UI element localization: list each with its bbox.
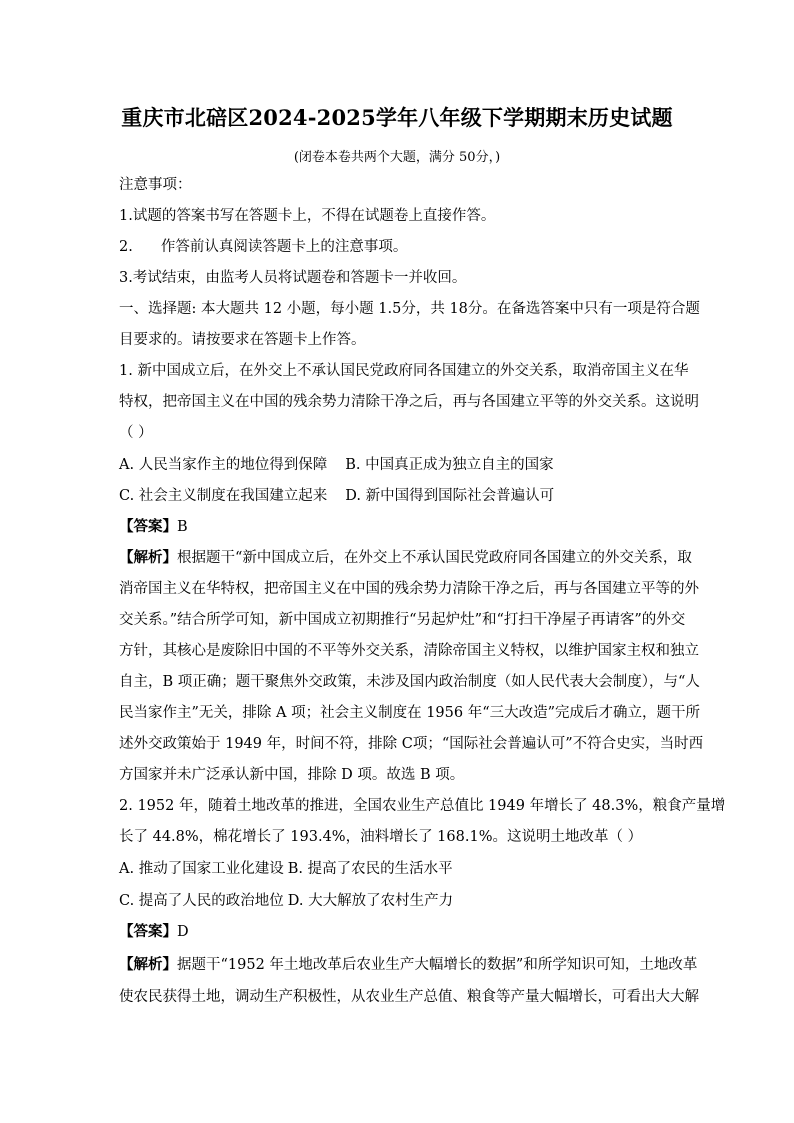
q2-option-a: A. 推动了国家工业化建设 — [119, 861, 284, 877]
q2-answer-label: 【答案】 — [119, 923, 177, 940]
q1-stem-line1: 1. 新中国成立后，在外交上不承认国民党政府同各国建立的外交关系，取消帝国主义在华 — [119, 363, 689, 379]
q2-analysis-line2: 使农民获得土地，调动生产积极性，从农业生产总值、粮食等产量大幅增长，可看出大大解 — [119, 989, 699, 1005]
q2-analysis-line1 — [119, 955, 697, 975]
q1-stem-line2: 特权，把帝国主义在中国的残余势力清除干净之后，再与各国建立平等的外交关系。这说明 — [119, 394, 699, 410]
document-subtitle: (闭卷本卷共两个大题，满分 50分，) — [293, 150, 501, 165]
q1-analysis-line5: 自主，B 项正确；题干聚焦外交政策，未涉及国内政治制度（如人民代表大会制度），与“人 — [119, 674, 700, 690]
q1-option-b: B. 中国真正成为独立自主的国家 — [345, 457, 554, 473]
q1-option-a: A. 人民当家作主的地位得到保障 — [119, 457, 328, 473]
q2-options-row2 — [119, 891, 453, 911]
q1-stem-line3: （ ） — [119, 425, 153, 441]
q1-answer — [119, 517, 188, 537]
q1-options-row1 — [119, 455, 554, 475]
q2-stem-line1: 2. 1952 年，随着土地改革的推进，全国农业生产总值比 1949 年增长了 48.3%，粮食产量增 — [119, 798, 726, 814]
q1-answer-label: 【答案】 — [119, 518, 177, 535]
section1-instruction-line2: 目要求的。请按要求在答题卡上作答。 — [119, 332, 366, 348]
q2-answer — [119, 922, 189, 942]
document-title: 重庆市北碚区2024-2025学年八年级下学期期末历史试题 — [121, 105, 673, 130]
q1-analysis-line4: 方针，其核心是废除旧中国的不平等外交关系，清除帝国主义特权，以维护国家主权和独立 — [119, 643, 699, 659]
q1-option-c: C. 社会主义制度在我国建立起来 — [119, 488, 328, 504]
q2-analysis-label: 【解析】 — [119, 956, 177, 973]
q1-analysis-line6: 民当家作主”无关，排除 A 项；社会主义制度在 1956 年“三大改造”完成后才确立，题干所 — [119, 705, 701, 721]
notice-item-2-text: 作答前认真阅读答题卡上的注意事项。 — [160, 239, 408, 255]
q2-analysis-text1: 据题干“1952 年土地改革后农业生产大幅增长的数据”和所学知识可知，土地改革 — [177, 957, 698, 973]
q2-option-c: C. 提高了人民的政治地位 — [119, 893, 284, 909]
q1-options-row2 — [119, 486, 554, 506]
notice-item-2 — [119, 237, 407, 257]
q1-analysis-line8: 方国家并未广泛承认新中国，排除 D 项。故选 B 项。 — [119, 767, 465, 783]
notice-item-3: 3.考试结束，由监考人员将试题卷和答题卡一并收回。 — [119, 270, 467, 286]
q1-analysis-line2: 消帝国主义在华特权，把帝国主义在中国的残余势力清除干净之后，再与各国建立平等的外 — [119, 581, 699, 597]
notice-heading: 注意事项： — [119, 177, 192, 193]
q1-analysis-line3: 交关系。”结合所学可知，新中国成立初期推行“另起炉灶”和“打扫干净屋子再请客”的外交 — [119, 612, 686, 628]
q2-stem-line2: 长了 44.8%，棉花增长了 193.4%，油料增长了 168.1%。这说明土地改革（ ） — [119, 829, 643, 845]
q2-option-d: D. 大大解放了农村生产力 — [287, 893, 454, 909]
q1-analysis-line7: 述外交政策始于 1949 年，时间不符，排除 C项；“国际社会普遍认可”不符合史实，当时西 — [119, 736, 704, 752]
q1-analysis-label: 【解析】 — [119, 549, 177, 566]
q2-answer-value: D — [177, 924, 189, 940]
q2-option-b: B. 提高了农民的生活水平 — [287, 861, 453, 877]
notice-item-2-number: 2. — [119, 239, 133, 255]
q1-analysis-line1 — [119, 548, 692, 568]
q1-answer-value: B — [177, 519, 188, 535]
q1-analysis-text1: 根据题干“新中国成立后，在外交上不承认国民党政府同各国建立的外交关系，取 — [177, 550, 692, 566]
section1-instruction-line1: 一、选择题: 本大题共 12 小题，每小题 1.5分，共 18分。在备选答案中只有一项是符合题 — [119, 301, 700, 317]
notice-item-1: 1.试题的答案书写在答题卡上，不得在试题卷上直接作答。 — [119, 208, 496, 224]
q1-option-d: D. 新中国得到国际社会普遍认可 — [345, 488, 555, 504]
q2-options-row1 — [119, 859, 453, 879]
